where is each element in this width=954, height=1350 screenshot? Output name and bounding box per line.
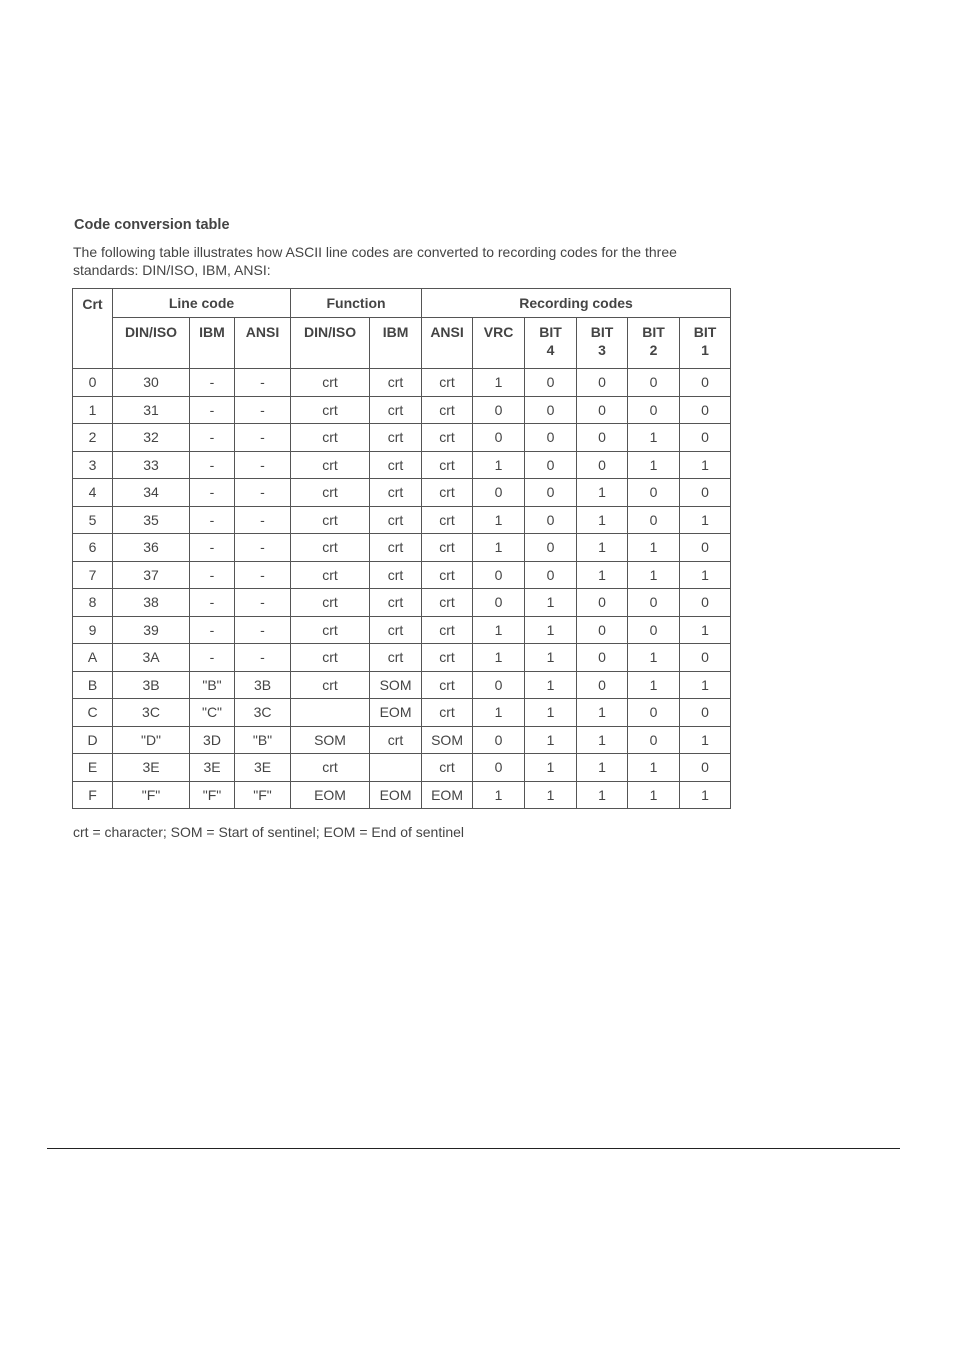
cell-bit4: 1 <box>525 671 577 699</box>
cell-bit2: 0 <box>628 479 680 507</box>
table-row <box>73 451 731 479</box>
cell-bit1: 0 <box>680 699 731 727</box>
cell-bit4: 0 <box>525 424 577 452</box>
cell-function-ibm: SOM <box>370 671 422 699</box>
cell-function-ansi: crt <box>422 699 473 727</box>
cell-function-ibm: crt <box>370 616 422 644</box>
cell-bit2: 0 <box>628 726 680 754</box>
cell-bit2: 0 <box>628 589 680 617</box>
cell-crt: 6 <box>73 534 113 562</box>
cell-line-ansi: "F" <box>235 781 291 809</box>
cell-function-ansi: SOM <box>422 726 473 754</box>
cell-bit2: 0 <box>628 396 680 424</box>
cell-function-din-iso: crt <box>291 424 370 452</box>
cell-crt: E <box>73 754 113 782</box>
cell-vrc: 1 <box>473 369 525 397</box>
cell-function-ansi: EOM <box>422 781 473 809</box>
cell-line-ansi: - <box>235 644 291 672</box>
code-conversion-table <box>72 288 731 809</box>
cell-line-din-iso: 3E <box>113 754 190 782</box>
cell-bit4: 1 <box>525 781 577 809</box>
section-title: Code conversion table <box>74 217 230 233</box>
cell-line-ibm: - <box>190 616 235 644</box>
page-divider <box>47 1148 900 1149</box>
cell-bit1: 0 <box>680 424 731 452</box>
table-row <box>73 616 731 644</box>
cell-bit3: 1 <box>577 699 628 727</box>
cell-vrc: 0 <box>473 561 525 589</box>
cell-line-din-iso: "D" <box>113 726 190 754</box>
cell-line-din-iso: 35 <box>113 506 190 534</box>
cell-crt: 0 <box>73 369 113 397</box>
table-row <box>73 726 731 754</box>
table-row <box>73 589 731 617</box>
cell-bit4: 0 <box>525 451 577 479</box>
cell-function-din-iso: crt <box>291 534 370 562</box>
cell-line-din-iso: 34 <box>113 479 190 507</box>
cell-bit3: 1 <box>577 561 628 589</box>
cell-function-din-iso: crt <box>291 589 370 617</box>
cell-vrc: 0 <box>473 479 525 507</box>
cell-line-din-iso: 3A <box>113 644 190 672</box>
intro-paragraph: The following table illustrates how ASCII line codes are converted to recording codes for the three standards: DIN/ISO, IBM, ANSI: <box>73 244 677 278</box>
cell-function-din-iso: crt <box>291 396 370 424</box>
subheader-function-ansi: ANSI <box>422 318 473 369</box>
cell-function-din-iso: crt <box>291 451 370 479</box>
cell-line-ansi: 3C <box>235 699 291 727</box>
cell-line-ibm: 3E <box>190 754 235 782</box>
cell-vrc: 0 <box>473 424 525 452</box>
cell-function-ibm: crt <box>370 369 422 397</box>
cell-function-ibm: EOM <box>370 699 422 727</box>
cell-bit1: 1 <box>680 781 731 809</box>
cell-vrc: 0 <box>473 754 525 782</box>
cell-line-din-iso: 38 <box>113 589 190 617</box>
cell-line-din-iso: 36 <box>113 534 190 562</box>
table-row <box>73 479 731 507</box>
subheader-bit2: BIT 2 <box>628 318 680 369</box>
cell-vrc: 1 <box>473 616 525 644</box>
cell-vrc: 0 <box>473 396 525 424</box>
cell-line-ansi: - <box>235 506 291 534</box>
cell-line-ibm: "B" <box>190 671 235 699</box>
cell-bit4: 0 <box>525 369 577 397</box>
cell-bit4: 0 <box>525 479 577 507</box>
table-row <box>73 369 731 397</box>
subheader-vrc: VRC <box>473 318 525 369</box>
cell-function-din-iso: crt <box>291 369 370 397</box>
cell-bit3: 0 <box>577 644 628 672</box>
cell-bit1: 1 <box>680 506 731 534</box>
cell-bit3: 0 <box>577 616 628 644</box>
cell-function-din-iso: crt <box>291 561 370 589</box>
cell-line-din-iso: 3C <box>113 699 190 727</box>
table-row <box>73 396 731 424</box>
cell-function-ansi: crt <box>422 644 473 672</box>
cell-bit4: 1 <box>525 754 577 782</box>
cell-function-din-iso: crt <box>291 644 370 672</box>
cell-bit1: 0 <box>680 479 731 507</box>
cell-line-din-iso: 31 <box>113 396 190 424</box>
cell-bit2: 1 <box>628 424 680 452</box>
cell-line-ansi: - <box>235 616 291 644</box>
header-crt: Crt <box>73 289 113 369</box>
subheader-function-ibm: IBM <box>370 318 422 369</box>
cell-bit3: 1 <box>577 781 628 809</box>
cell-line-ansi: - <box>235 424 291 452</box>
cell-line-din-iso: 30 <box>113 369 190 397</box>
cell-function-din-iso: crt <box>291 754 370 782</box>
cell-bit3: 0 <box>577 589 628 617</box>
subheader-line-din-iso: DIN/ISO <box>113 318 190 369</box>
cell-line-din-iso: 32 <box>113 424 190 452</box>
cell-line-din-iso: 39 <box>113 616 190 644</box>
cell-crt: 4 <box>73 479 113 507</box>
table-row <box>73 754 731 782</box>
cell-function-ansi: crt <box>422 754 473 782</box>
cell-function-ansi: crt <box>422 424 473 452</box>
cell-bit1: 1 <box>680 671 731 699</box>
cell-bit3: 0 <box>577 396 628 424</box>
cell-line-din-iso: 33 <box>113 451 190 479</box>
cell-function-ibm: crt <box>370 424 422 452</box>
cell-bit4: 1 <box>525 699 577 727</box>
cell-crt: 7 <box>73 561 113 589</box>
cell-function-ansi: crt <box>422 589 473 617</box>
cell-bit2: 0 <box>628 369 680 397</box>
cell-line-ansi: - <box>235 369 291 397</box>
cell-line-ansi: - <box>235 561 291 589</box>
cell-function-din-iso: SOM <box>291 726 370 754</box>
cell-vrc: 0 <box>473 671 525 699</box>
header-recording-codes: Recording codes <box>422 289 731 318</box>
cell-line-ansi: 3B <box>235 671 291 699</box>
cell-vrc: 1 <box>473 699 525 727</box>
cell-line-ibm: - <box>190 561 235 589</box>
cell-bit2: 0 <box>628 699 680 727</box>
cell-vrc: 1 <box>473 451 525 479</box>
cell-crt: F <box>73 781 113 809</box>
cell-function-ibm: crt <box>370 396 422 424</box>
cell-crt: A <box>73 644 113 672</box>
cell-line-ibm: - <box>190 479 235 507</box>
cell-line-ansi: 3E <box>235 754 291 782</box>
subheader-line-ansi: ANSI <box>235 318 291 369</box>
cell-bit4: 1 <box>525 589 577 617</box>
table-row <box>73 424 731 452</box>
cell-function-din-iso: crt <box>291 671 370 699</box>
subheader-bit1: BIT 1 <box>680 318 731 369</box>
cell-bit1: 1 <box>680 616 731 644</box>
cell-bit4: 0 <box>525 396 577 424</box>
cell-bit2: 0 <box>628 616 680 644</box>
cell-bit1: 0 <box>680 396 731 424</box>
cell-line-ansi: - <box>235 589 291 617</box>
cell-bit2: 1 <box>628 671 680 699</box>
cell-function-ibm: crt <box>370 451 422 479</box>
cell-bit2: 1 <box>628 754 680 782</box>
cell-bit2: 1 <box>628 644 680 672</box>
cell-vrc: 1 <box>473 534 525 562</box>
cell-function-ibm: crt <box>370 479 422 507</box>
cell-crt: 5 <box>73 506 113 534</box>
cell-line-ibm: - <box>190 644 235 672</box>
cell-bit3: 1 <box>577 479 628 507</box>
cell-function-din-iso: crt <box>291 479 370 507</box>
table-row <box>73 781 731 809</box>
cell-bit2: 1 <box>628 534 680 562</box>
cell-bit4: 0 <box>525 534 577 562</box>
cell-line-ansi: - <box>235 451 291 479</box>
cell-bit1: 0 <box>680 369 731 397</box>
subheader-function-din-iso: DIN/ISO <box>291 318 370 369</box>
cell-crt: D <box>73 726 113 754</box>
cell-function-ibm: crt <box>370 534 422 562</box>
cell-function-ansi: crt <box>422 561 473 589</box>
cell-bit1: 1 <box>680 561 731 589</box>
cell-function-ibm: EOM <box>370 781 422 809</box>
cell-function-din-iso <box>291 699 370 727</box>
cell-bit3: 1 <box>577 726 628 754</box>
cell-function-ibm: crt <box>370 506 422 534</box>
cell-function-ansi: crt <box>422 616 473 644</box>
table-row <box>73 699 731 727</box>
cell-function-ibm <box>370 754 422 782</box>
cell-function-din-iso: crt <box>291 616 370 644</box>
cell-vrc: 0 <box>473 589 525 617</box>
cell-bit4: 0 <box>525 561 577 589</box>
cell-crt: 8 <box>73 589 113 617</box>
cell-line-ansi: - <box>235 534 291 562</box>
cell-vrc: 1 <box>473 644 525 672</box>
table-row <box>73 671 731 699</box>
cell-bit1: 1 <box>680 451 731 479</box>
cell-bit2: 1 <box>628 561 680 589</box>
cell-function-ansi: crt <box>422 451 473 479</box>
cell-bit2: 1 <box>628 451 680 479</box>
cell-function-ansi: crt <box>422 534 473 562</box>
cell-line-ibm: - <box>190 424 235 452</box>
cell-function-ansi: crt <box>422 506 473 534</box>
cell-crt: 2 <box>73 424 113 452</box>
cell-bit3: 0 <box>577 424 628 452</box>
table-row <box>73 561 731 589</box>
cell-line-ibm: - <box>190 451 235 479</box>
cell-function-din-iso: EOM <box>291 781 370 809</box>
cell-line-ansi: - <box>235 396 291 424</box>
cell-line-ibm: "F" <box>190 781 235 809</box>
cell-bit3: 1 <box>577 754 628 782</box>
cell-function-ibm: crt <box>370 561 422 589</box>
subheader-line-ibm: IBM <box>190 318 235 369</box>
cell-bit3: 0 <box>577 369 628 397</box>
footnote: crt = character; SOM = Start of sentinel; EOM = End of sentinel <box>73 824 465 840</box>
cell-line-ibm: - <box>190 396 235 424</box>
cell-crt: 3 <box>73 451 113 479</box>
table-row <box>73 534 731 562</box>
cell-line-ansi: "B" <box>235 726 291 754</box>
cell-bit4: 1 <box>525 616 577 644</box>
cell-bit1: 0 <box>680 644 731 672</box>
cell-crt: B <box>73 671 113 699</box>
cell-bit1: 1 <box>680 726 731 754</box>
cell-bit4: 0 <box>525 506 577 534</box>
cell-vrc: 1 <box>473 781 525 809</box>
cell-bit1: 0 <box>680 754 731 782</box>
cell-bit2: 1 <box>628 781 680 809</box>
cell-function-ansi: crt <box>422 671 473 699</box>
table-row <box>73 644 731 672</box>
cell-line-din-iso: "F" <box>113 781 190 809</box>
cell-bit2: 0 <box>628 506 680 534</box>
cell-line-ibm: "C" <box>190 699 235 727</box>
cell-function-ansi: crt <box>422 479 473 507</box>
header-line-code: Line code <box>113 289 291 318</box>
cell-bit3: 0 <box>577 451 628 479</box>
cell-crt: 9 <box>73 616 113 644</box>
header-function: Function <box>291 289 422 318</box>
cell-vrc: 0 <box>473 726 525 754</box>
cell-line-ibm: - <box>190 534 235 562</box>
cell-line-din-iso: 3B <box>113 671 190 699</box>
cell-crt: 1 <box>73 396 113 424</box>
cell-bit1: 0 <box>680 534 731 562</box>
cell-vrc: 1 <box>473 506 525 534</box>
cell-line-ibm: - <box>190 369 235 397</box>
table-row <box>73 506 731 534</box>
cell-line-ibm: - <box>190 589 235 617</box>
table-body <box>73 369 731 809</box>
cell-function-ibm: crt <box>370 644 422 672</box>
cell-bit3: 0 <box>577 671 628 699</box>
cell-function-ansi: crt <box>422 396 473 424</box>
cell-line-ibm: 3D <box>190 726 235 754</box>
cell-bit4: 1 <box>525 644 577 672</box>
cell-crt: C <box>73 699 113 727</box>
cell-function-ibm: crt <box>370 589 422 617</box>
cell-bit3: 1 <box>577 534 628 562</box>
cell-line-ibm: - <box>190 506 235 534</box>
subheader-bit4: BIT 4 <box>525 318 577 369</box>
cell-bit3: 1 <box>577 506 628 534</box>
cell-bit4: 1 <box>525 726 577 754</box>
cell-line-din-iso: 37 <box>113 561 190 589</box>
cell-function-ibm: crt <box>370 726 422 754</box>
cell-function-din-iso: crt <box>291 506 370 534</box>
subheader-bit3: BIT 3 <box>577 318 628 369</box>
cell-line-ansi: - <box>235 479 291 507</box>
cell-bit1: 0 <box>680 589 731 617</box>
cell-function-ansi: crt <box>422 369 473 397</box>
